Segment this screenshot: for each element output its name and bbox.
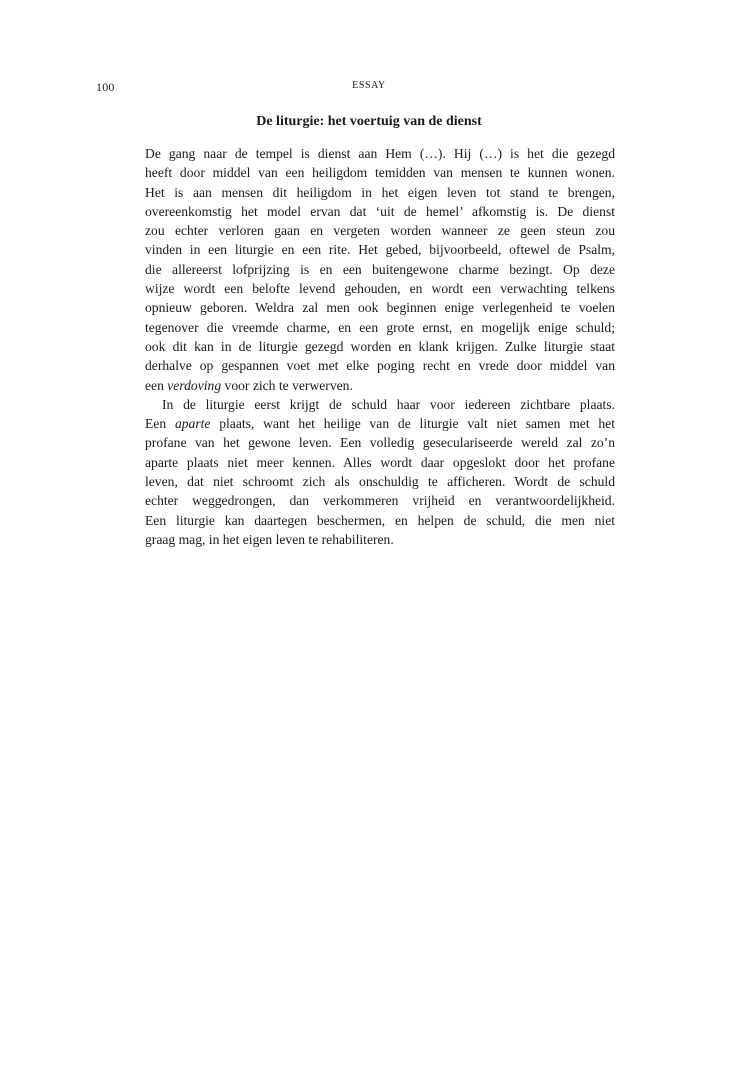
text-line: overeenkomstig het model ervan dat ‘uit de hemel’ afkomstig is. De dienst xyxy=(145,203,615,219)
text-line: aparte plaats niet meer kennen. Alles wordt daar opgeslokt door het profane xyxy=(145,454,615,470)
text-line: graag mag, in het eigen leven te rehabiliteren. xyxy=(145,531,394,547)
text-line: tegenover die vreemde charme, en een grote ernst, en mogelijk enige schuld; xyxy=(145,319,615,335)
text-line xyxy=(145,376,615,395)
text-line: Het is aan mensen dit heiligdom in het eigen leven tot stand te brengen, xyxy=(145,184,615,200)
text-line: profane van het gewone leven. Een volledig geseculariseerde wereld zal zo’n xyxy=(145,435,615,451)
emphasis-verdoving: verdoving xyxy=(167,377,222,393)
text-line: opnieuw geboren. Weldra zal men ook beginnen enige verlegenheid te voelen xyxy=(145,300,615,316)
section-title: De liturgie: het voertuig van de dienst xyxy=(256,114,482,129)
text-line: leven, dat niet schroomt zich als onschuldig te afficheren. Wordt de schuld xyxy=(145,474,615,490)
page-number: 100 xyxy=(96,80,115,94)
text-line: die allereerst lofprijzing is en een buitengewone charme bezingt. Op deze xyxy=(145,261,615,277)
text-fragment: plaats, want het heilige van de liturgie valt niet samen met het xyxy=(210,416,615,432)
text-line: wijze wordt een belofte levend gehouden, en wordt een verwachting telkens xyxy=(145,281,615,297)
text-line: heeft door middel van een heiligdom temidden van mensen te kunnen wonen. xyxy=(145,165,615,181)
text-line: Een liturgie kan daartegen beschermen, en helpen de schuld, die men niet xyxy=(145,512,615,528)
text-line: zou echter verloren gaan en vergeten worden wanneer ze geen steun zou xyxy=(145,223,615,239)
emphasis-aparte: aparte xyxy=(174,416,211,432)
text-line: ook dit kan in de liturgie gezegd worden en klank krijgen. Zulke liturgie staat xyxy=(145,338,615,354)
body-text xyxy=(145,144,615,549)
text-fragment: voor zich te verwerven. xyxy=(221,377,353,393)
paragraph-1 xyxy=(145,144,615,395)
running-head: ESSAY xyxy=(352,80,386,91)
text-line: vinden in een liturgie en een rite. Het gebed, bijvoorbeeld, oftewel de Psalm, xyxy=(145,242,615,258)
text-line: derhalve op gespannen voet met elke poging recht en vrede door middel van xyxy=(145,358,615,374)
text-line: echter weggedrongen, dan verkommeren vrijheid en verantwoordelijkheid. xyxy=(145,493,615,509)
text-fragment: Een xyxy=(145,416,175,432)
text-line: De gang naar de tempel is dienst aan Hem (…). Hij (…) is het die gezegd xyxy=(145,146,615,161)
text-line xyxy=(145,414,615,433)
paragraph-2 xyxy=(145,395,615,549)
text-line: In de liturgie eerst krijgt de schuld haar voor iedereen zichtbare plaats. xyxy=(162,396,615,412)
text-fragment: een xyxy=(145,377,168,393)
